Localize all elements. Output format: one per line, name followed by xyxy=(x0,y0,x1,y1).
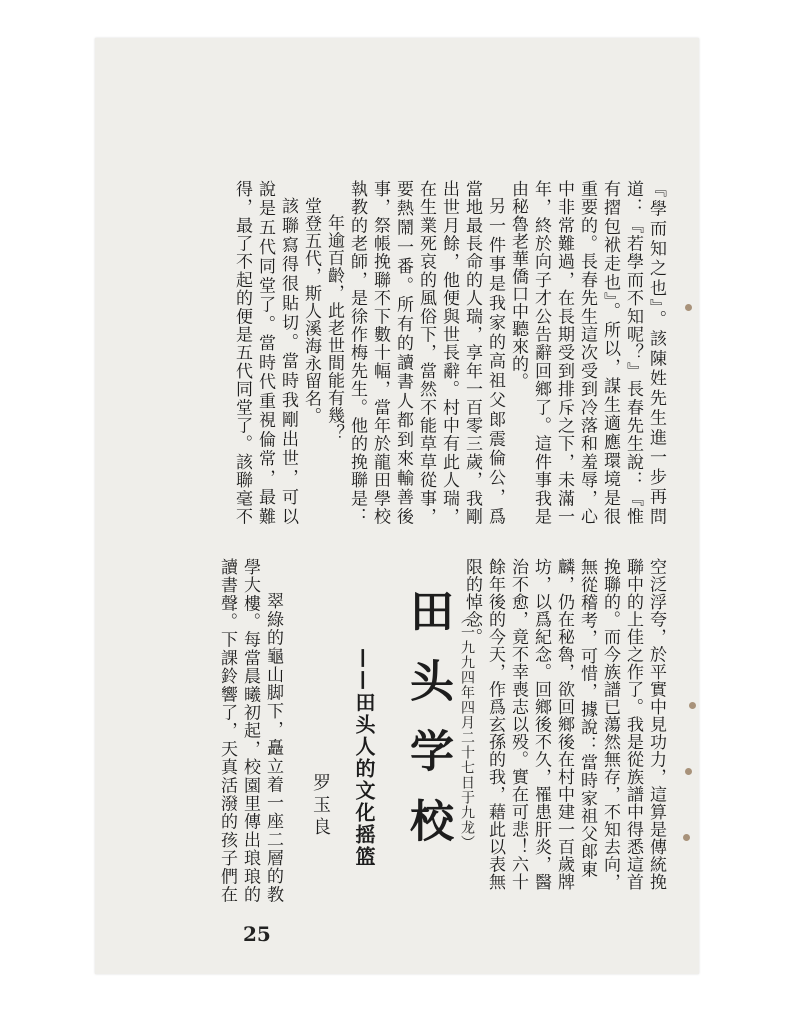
text-column: 另一件事是我家的高祖父郞震倫公，爲 xyxy=(485,197,505,525)
text-column: 道：『若學而不知呢？』長春先生說：『惟 xyxy=(623,180,643,525)
text-column: 有摺包袱走也』。所以，謀生適應環境是很 xyxy=(600,180,620,525)
binding-hole xyxy=(685,304,692,311)
couplet-line: 年逾百齡，此老世間能有幾？ xyxy=(324,214,344,442)
text-column: 『學而知之也』。該陳姓先生進一步再問 xyxy=(646,180,666,525)
text-column: 麟，仍在秘魯，欲回鄉後在村中建一百歲牌 xyxy=(554,558,574,891)
article-top-text xyxy=(230,180,667,525)
text-column: 執教的老師，是徐作梅先生。他的挽聯是： xyxy=(347,180,367,525)
author-name: 罗玉良 xyxy=(310,773,331,839)
couplet-line: 堂登五代，斯人溪海永留名。 xyxy=(301,197,321,425)
text-column: 當地最長命的人瑞，享年一百零三歲，我剛 xyxy=(462,180,482,525)
text-column: 得，最了不起的便是五代同堂了。該聯毫不 xyxy=(232,180,252,525)
text-column: 由秘魯老華僑口中聽來的。 xyxy=(508,180,528,390)
text-column: 治不愈，竟不幸喪志以殁。實在可悲！六十 xyxy=(508,558,528,891)
article-title: 田头学校 xyxy=(402,588,453,868)
text-column: 限的悼念。 xyxy=(462,558,482,646)
book-page xyxy=(95,38,699,974)
text-column: 中非常難過，在長期受到排斥之下，未滿一 xyxy=(554,180,574,525)
binding-hole xyxy=(685,768,692,775)
page-number: 25 xyxy=(243,922,271,946)
article-subtitle: ——田头人的文化摇篮 xyxy=(352,648,376,868)
article-two-text xyxy=(215,558,284,903)
text-column: 空泛浮夸，於平實中見功力，這算是傳統挽 xyxy=(646,558,666,891)
text-column: 翠綠的龜山脚下，矗立着一座二層的教 xyxy=(263,592,283,903)
article-continuation-text xyxy=(460,558,667,891)
text-column: 事，祭帳挽聯不下數十幅，當年於龍田學校 xyxy=(370,180,390,525)
text-column: 挽聯的。而今族譜已蕩然無存，不知去向， xyxy=(600,558,620,891)
text-column: 餘年後的今天，作爲玄孫的我，藉此以表無 xyxy=(485,558,505,891)
binding-hole xyxy=(689,702,696,709)
text-column: 年，終於向子才公告辭回鄉了。這件事我是 xyxy=(531,180,551,525)
text-column: 無從稽考，可惜，據說：當時家祖父郞東 xyxy=(577,558,597,878)
text-column: 在生業死哀的風俗下，當然不能草草從事， xyxy=(416,180,436,525)
text-column: 要熱鬧一番。所有的讀書人都到來輸善後 xyxy=(393,180,413,525)
text-column: 學大樓。每當晨曦初起，校園里傳出琅琅的 xyxy=(240,558,260,903)
text-column: 坊，以爲紀念。回鄉後不久，罹患肝炎，醫 xyxy=(531,558,551,891)
text-column: 該聯寫得很貼切。當時我剛出世，可以 xyxy=(278,197,298,525)
text-column: 讀書聲。下課鈴響了，天真活潑的孩子們在 xyxy=(217,558,237,903)
text-column: 說是五代同堂了。當時代重視倫常，最難 xyxy=(255,180,275,525)
date-line: （一九九四年四月二十七日于九龙） xyxy=(459,610,475,850)
text-column: 聯中的上佳之作了。我是從族譜中得悉這首 xyxy=(623,558,643,891)
text-column: 出世月餘，他便與世長辭。村中有此人瑞， xyxy=(439,180,459,525)
text-column: 重要的。長春先生這次受到冷落和羞辱，心 xyxy=(577,180,597,525)
binding-hole xyxy=(683,834,690,841)
